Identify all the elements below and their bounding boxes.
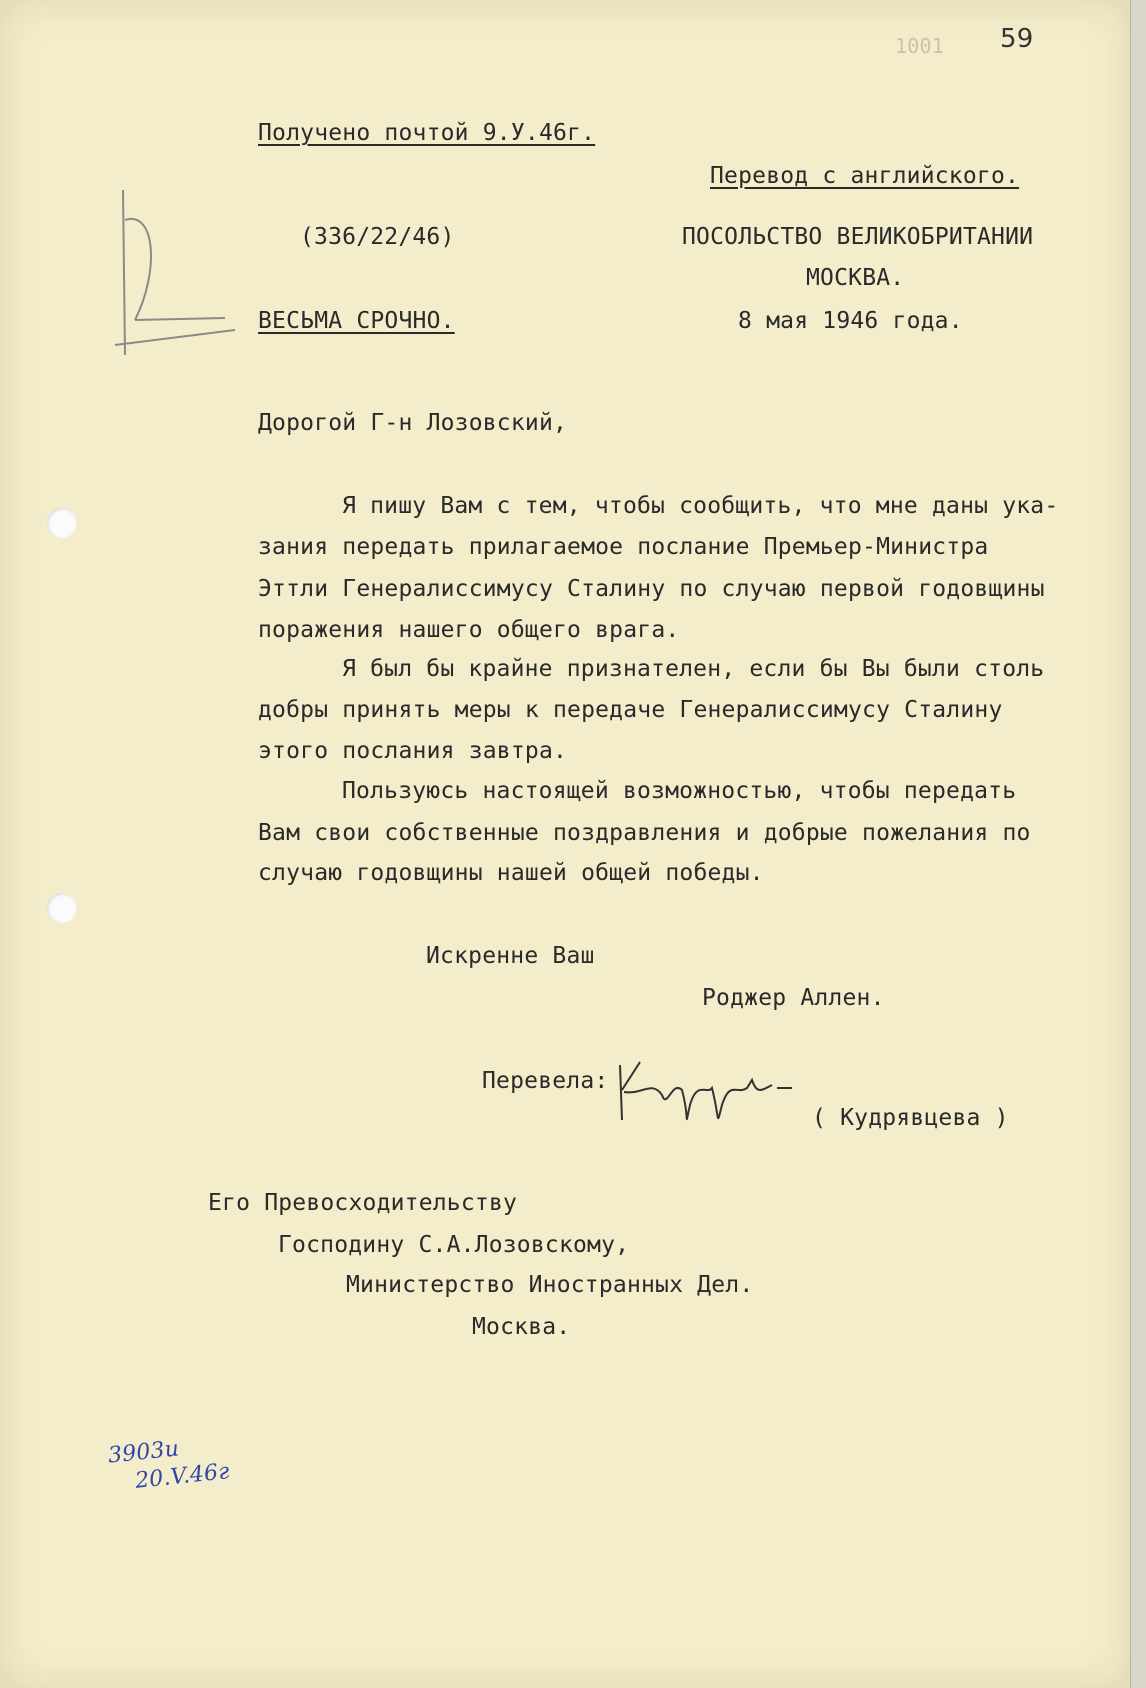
sender-org: ПОСОЛЬСТВО ВЕЛИКОБРИТАНИИ	[682, 224, 1034, 250]
addressee-line: Его Превосходительству	[208, 1190, 518, 1216]
translator-signature	[612, 1050, 812, 1130]
translator-name: ( Кудрявцева )	[812, 1105, 1009, 1131]
translator-label: Перевела:	[482, 1068, 609, 1094]
body-line: добры принять меры к передаче Генералиссимусу Сталину	[258, 697, 1003, 723]
punch-hole-bottom	[47, 893, 77, 923]
punch-hole-top	[47, 508, 77, 538]
addressee-line: Господину С.А.Лозовскому,	[278, 1232, 630, 1258]
body-line: Эттли Генералиссимусу Сталину по случаю первой годовщины	[258, 576, 1045, 602]
urgency-mark: ВЕСЬМА СРОЧНО.	[258, 308, 455, 334]
body-line: этого послания завтра.	[258, 738, 568, 764]
page-number: 59	[1000, 24, 1034, 54]
received-stamp: Получено почтой 9.У.46г.	[258, 120, 596, 146]
registry-number: 3903и	[106, 1436, 181, 1469]
body-line: Я был бы крайне признателен, если бы Вы были столь	[342, 656, 1045, 682]
page-edge	[1130, 0, 1146, 1688]
body-line: Я пишу Вам с тем, чтобы сообщить, что мне даны ука-	[342, 493, 1059, 519]
reference-number: (336/22/46)	[300, 224, 455, 250]
body-line: поражения нашего общего врага.	[258, 617, 680, 643]
signatory: Роджер Аллен.	[702, 985, 885, 1011]
margin-pencil-mark	[95, 180, 255, 380]
body-line: случаю годовщины нашей общей победы.	[258, 860, 764, 886]
salutation: Дорогой Г-н Лозовский,	[258, 410, 568, 436]
translation-note: Перевод с английского.	[710, 163, 1020, 189]
letter-date: 8 мая 1946 года.	[738, 308, 963, 334]
closing: Искренне Ваш	[426, 943, 595, 969]
archive-mark: 1001	[895, 34, 944, 58]
sender-city: МОСКВА.	[806, 265, 905, 291]
addressee-line: Москва.	[472, 1314, 571, 1340]
body-line: Вам свои собственные поздравления и добрые пожелания по	[258, 820, 1031, 846]
addressee-line: Министерство Иностранных Дел.	[346, 1272, 754, 1298]
body-line: Пользуюсь настоящей возможностью, чтобы передать	[342, 778, 1017, 804]
registry-date: 20.V.46г	[133, 1459, 231, 1494]
body-line: зания передать прилагаемое послание Премьер-Министра	[258, 534, 989, 560]
